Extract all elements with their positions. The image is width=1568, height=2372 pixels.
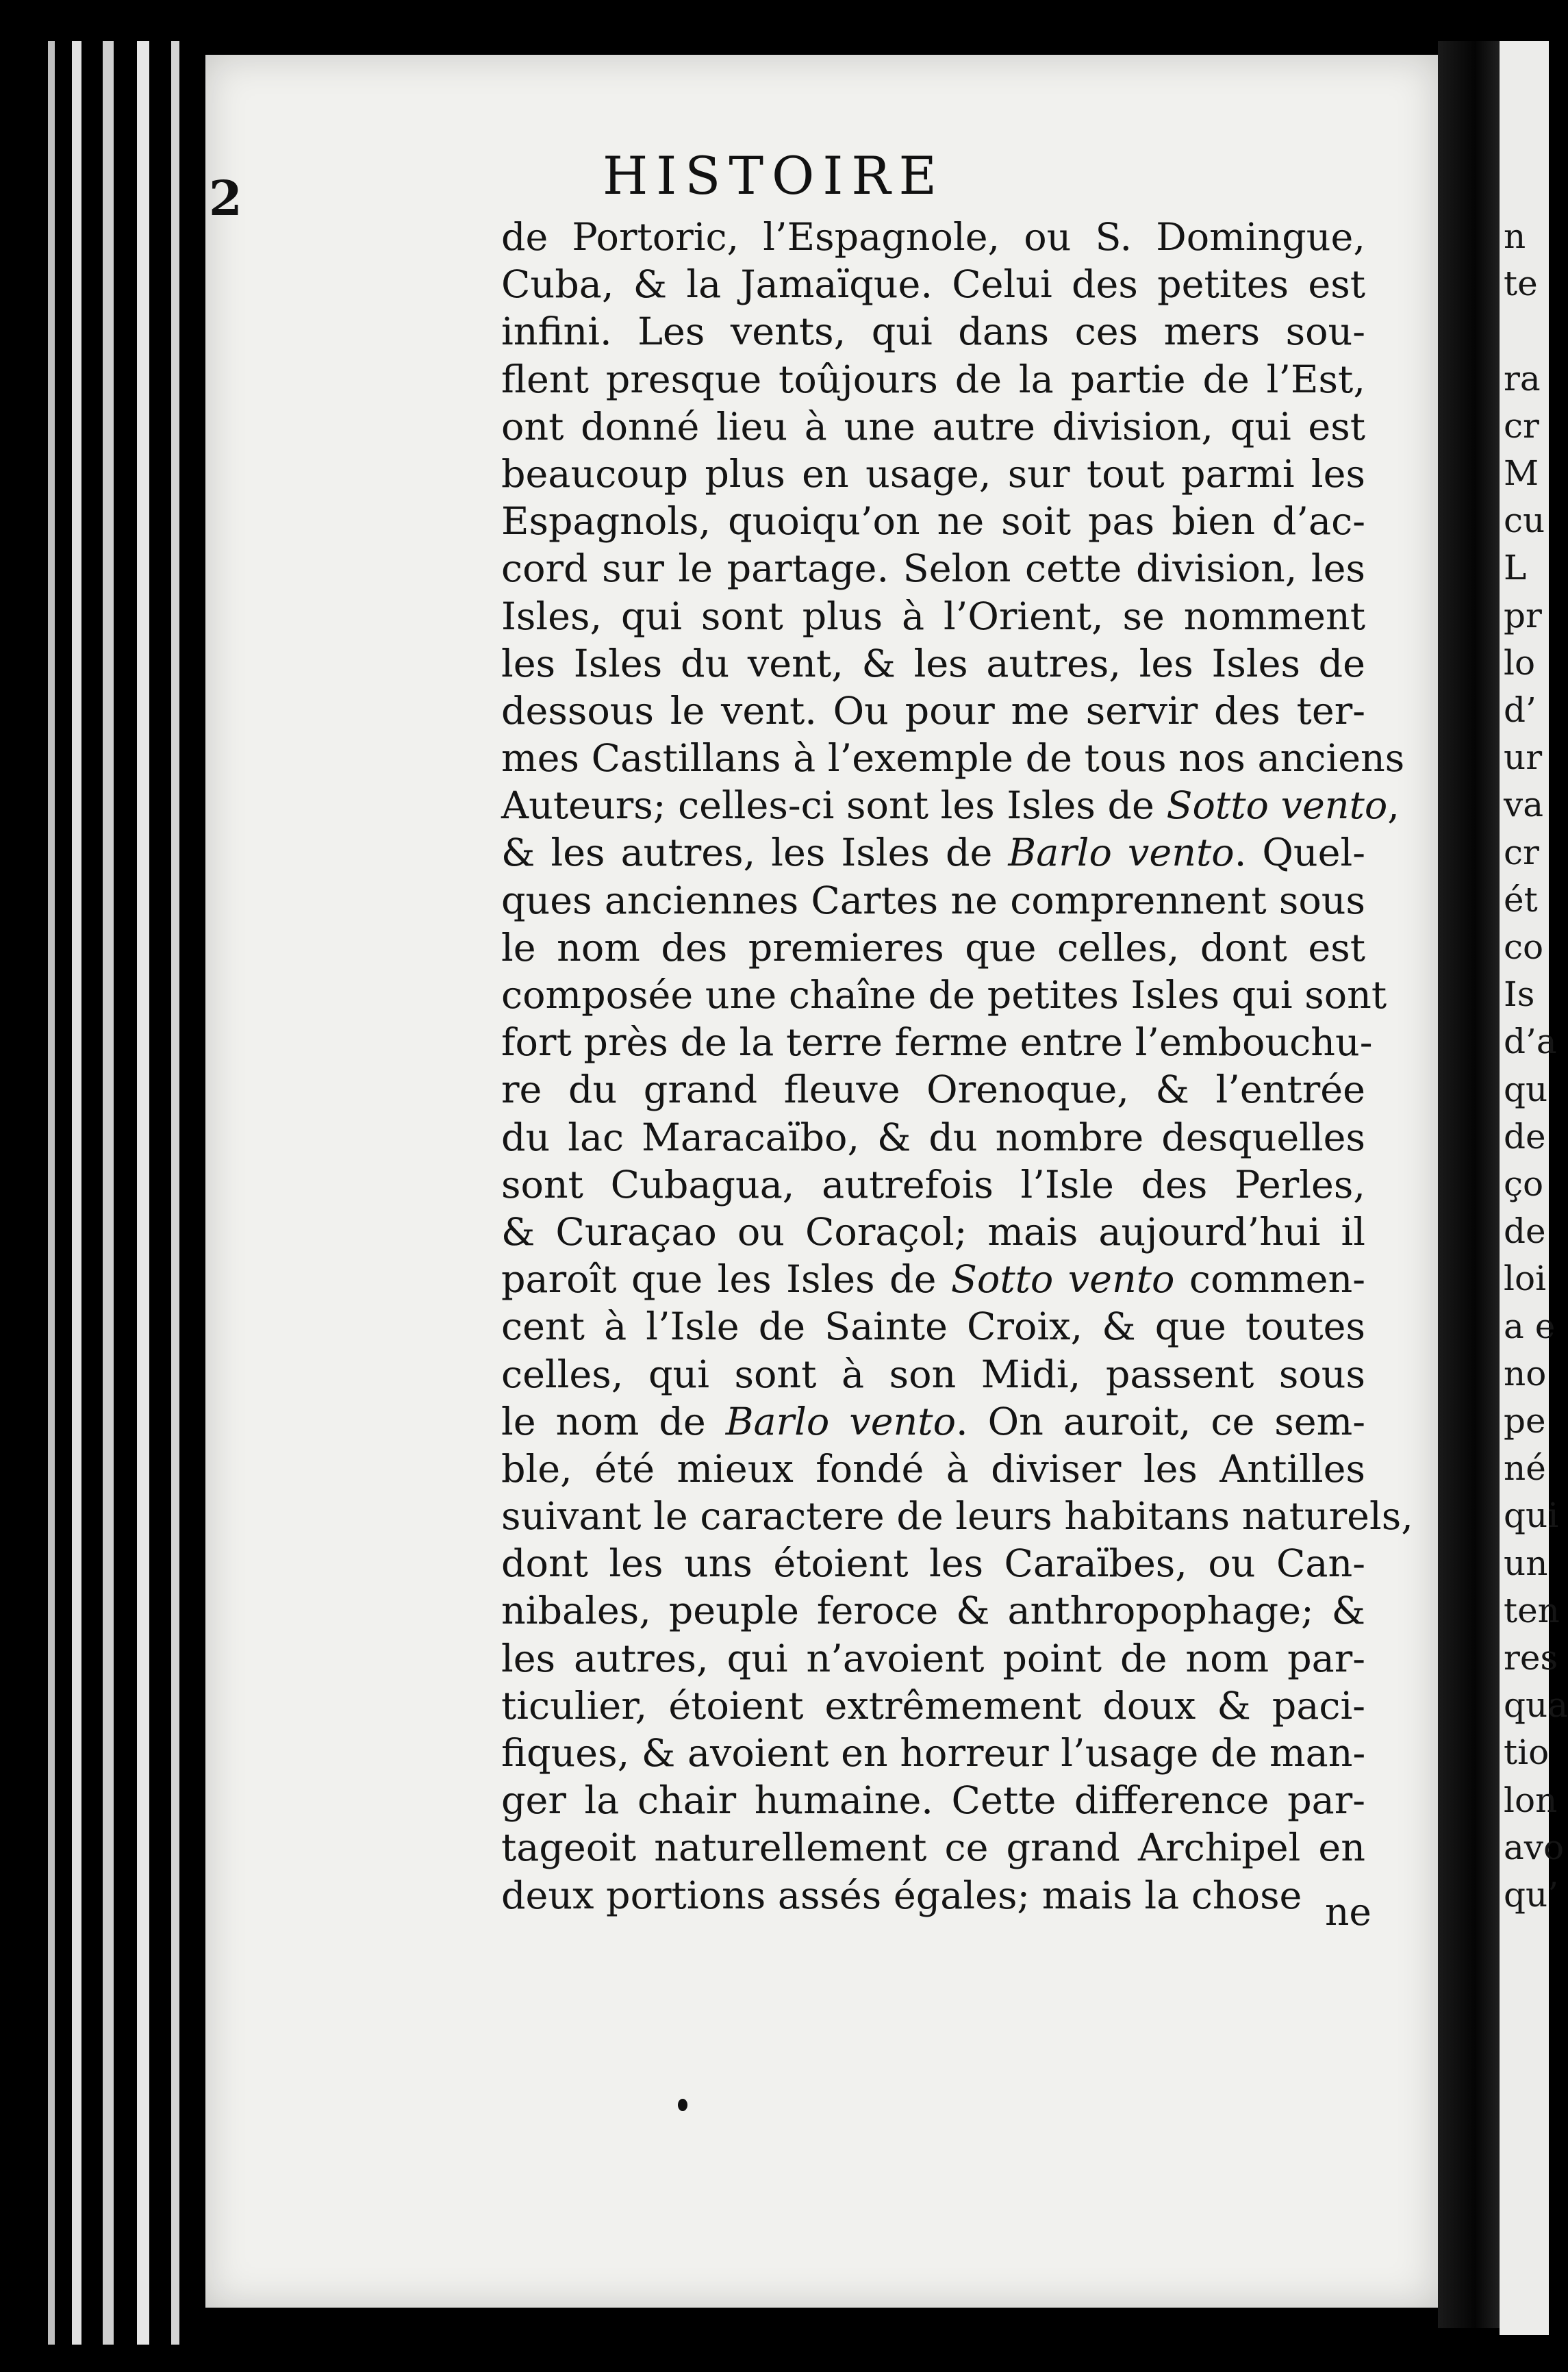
page-edge (137, 41, 149, 2345)
text-line: paroît que les Isles de Sotto vento commen- (501, 1257, 1365, 1302)
page-edge (72, 41, 81, 2345)
text-line: celles, qui sont à son Midi, passent sous (501, 1352, 1365, 1397)
facing-page-fragment: pr (1504, 595, 1542, 635)
text-line: cent à l’Isle de Sainte Croix, & que toutes (501, 1304, 1365, 1350)
facing-page-fragment: cr (1504, 405, 1539, 446)
facing-page-fragment: M (1504, 453, 1539, 493)
facing-page-fragment: Is (1504, 974, 1535, 1015)
text-line: nibales, peuple feroce & anthropophage; & (501, 1589, 1365, 1634)
text-line: mes Castillans à l’exemple de tous nos anciens (501, 736, 1405, 781)
text-line: ger la chair humaine. Cette difference par- (501, 1778, 1365, 1824)
text-line: tageoit naturellement ce grand Archipel en (501, 1826, 1365, 1871)
text-line: les autres, qui n’avoient point de nom par- (501, 1636, 1365, 1681)
text-line: les Isles du vent, & les autres, les Isles de (501, 641, 1365, 686)
text-line: & les autres, les Isles de Barlo vento. Quel- (501, 831, 1365, 876)
facing-page-fragment: loi (1504, 1259, 1547, 1299)
page-edge (48, 41, 55, 2345)
text-line: ticulier, étoient extrêmement doux & paci- (501, 1683, 1365, 1728)
facing-page-fragment: ét (1504, 879, 1538, 920)
facing-page-fragment: lo (1504, 642, 1536, 683)
page-edge (103, 41, 114, 2345)
facing-page-fragment: ten (1504, 1590, 1560, 1630)
facing-page-fragment: avo (1504, 1827, 1565, 1867)
text-line: cord sur le partage. Selon cette division, les (501, 546, 1365, 592)
text-line: du lac Maracaïbo, & du nombre desquelles (501, 1115, 1365, 1160)
text-line: de Portoric, l’Espagnole, ou S. Domingue, (501, 215, 1365, 260)
facing-page-fragment: ur (1504, 737, 1543, 778)
book-gutter (1438, 41, 1500, 2328)
text-line: beaucoup plus en usage, sur tout parmi les (501, 451, 1365, 496)
facing-page-fragment: va (1504, 785, 1544, 825)
text-line: ble, été mieux fondé à diviser les Antilles (501, 1446, 1365, 1491)
catchword: ne (1325, 1890, 1371, 1934)
text-line: dont les uns étoient les Caraïbes, ou Can- (501, 1541, 1365, 1587)
text-line: ont donné lieu à une autre division, qui est (501, 404, 1365, 449)
facing-page-fragment: un (1504, 1543, 1548, 1583)
text-line: Cuba, & la Jamaïque. Celui des petites est (501, 262, 1365, 307)
body-text (501, 214, 1413, 1919)
text-line: Auteurs; celles-ci sont les Isles de Sotto vento (501, 783, 1388, 829)
facing-page-fragment: cu (1504, 501, 1545, 541)
facing-page-fragment: qui (1504, 1496, 1559, 1536)
ink-speck (678, 2099, 687, 2111)
facing-page-fragment: qua (1504, 1685, 1568, 1726)
text-line: ques anciennes Cartes ne comprennent sous (501, 878, 1365, 923)
facing-page-fragment: lon (1504, 1780, 1558, 1820)
facing-page-fragment: tio (1504, 1732, 1550, 1773)
running-title: HISTOIRE (602, 145, 946, 206)
text-line: le nom des premieres que celles, dont est (501, 925, 1365, 970)
text-line: fiques, & avoient en horreur l’usage de man- (501, 1731, 1366, 1776)
facing-page-fragment: de (1504, 1116, 1546, 1157)
facing-page (1500, 41, 1568, 2335)
text-line: dessous le vent. Ou pour me servir des ter- (501, 688, 1365, 733)
text-line: & Curaçao ou Coraçol; mais aujourd’hui il (501, 1209, 1365, 1254)
facing-page-fragment: né (1504, 1448, 1546, 1489)
facing-page-fragment: de (1504, 1211, 1546, 1252)
text-line: flent presque toûjours de la partie de l’Est, (501, 357, 1365, 402)
facing-page-fragment: res (1504, 1638, 1558, 1678)
text-line: fort près de la terre ferme entre l’embouchu- (501, 1020, 1373, 1065)
facing-page-fragment: qu (1504, 1069, 1548, 1109)
text-line: composée une chaîne de petites Isles qui sont (501, 973, 1387, 1018)
facing-page-fragment: a e (1504, 1306, 1556, 1346)
text-line: sont Cubagua, autrefois l’Isle des Perles, (501, 1162, 1365, 1207)
facing-page-fragment: te (1504, 264, 1538, 304)
text-line: infini. Les vents, qui dans ces mers sou- (501, 310, 1365, 355)
text-line: re du grand fleuve Orenoque, & l’entrée (501, 1068, 1365, 1113)
text-line: Espagnols, quoiqu’on ne soit pas bien d’ac- (501, 499, 1365, 544)
facing-page-fragment: L (1504, 548, 1527, 588)
text-line: le nom de Barlo vento. On auroit, ce sem- (501, 1399, 1365, 1444)
text-line: Isles, qui sont plus à l’Orient, se nomment (501, 594, 1365, 639)
facing-page-fragment: n (1504, 216, 1526, 256)
page-edge (171, 41, 179, 2345)
facing-page-fragment: ço (1504, 1164, 1544, 1204)
text-line: suivant le caractere de leurs habitans naturels, (501, 1494, 1413, 1539)
facing-page-fragment: co (1504, 927, 1544, 967)
facing-page-fragment: cr (1504, 832, 1539, 872)
facing-page-fragment: no (1504, 1353, 1547, 1393)
facing-page-fragment: d’ (1504, 690, 1537, 730)
page-number: 2 (209, 170, 242, 227)
facing-page-fragment: d’a (1504, 1022, 1557, 1062)
text-line: deux portions assés égales; mais la chose (501, 1873, 1302, 1918)
facing-page-fragment: qu’ (1504, 1875, 1559, 1915)
facing-page-fragment: ra (1504, 358, 1541, 399)
facing-page-fragment: pe (1504, 1401, 1546, 1441)
